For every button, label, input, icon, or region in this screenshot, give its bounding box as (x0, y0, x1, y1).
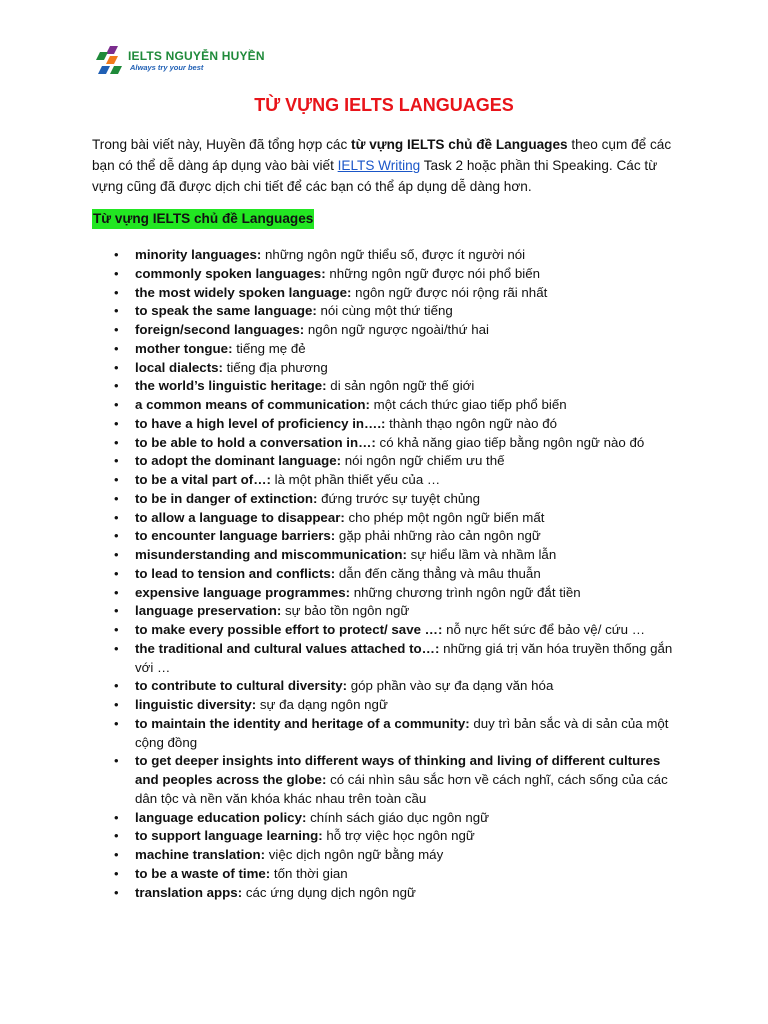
vocab-meaning: sự đa dạng ngôn ngữ (256, 697, 388, 712)
vocab-term: commonly spoken languages: (135, 265, 326, 281)
intro-bold-topic: từ vựng IELTS chủ đề Languages (351, 137, 568, 152)
intro-text-3: Task 2 hoặc phần thi Speaking. Các từ vựng cũng đã được dịch chi tiết để các bạn có thể áp dụng dễ dàng hơn. (92, 158, 658, 194)
section-heading: Từ vựng IELTS chủ đề Languages (92, 209, 314, 229)
vocab-term: language preservation: (135, 603, 282, 619)
vocab-item (92, 321, 682, 340)
vocab-meaning: hỗ trợ việc học ngôn ngữ (322, 828, 475, 844)
vocab-item (92, 284, 682, 303)
intro-text-1: Trong bài viết này, Huyền đã tổng hợp các (92, 137, 352, 152)
vocab-item (92, 809, 682, 828)
vocab-term: to encounter language barriers: (135, 528, 336, 544)
vocab-meaning: đứng trước sự tuyệt chủng (317, 490, 481, 506)
vocab-term: linguistic diversity: (135, 697, 257, 712)
vocab-item (92, 377, 682, 396)
vocab-meaning: chính sách giáo dục ngôn ngữ (306, 809, 490, 825)
vocab-meaning: gặp phải những rào cản ngôn ngữ (335, 528, 541, 544)
vocab-item (92, 265, 682, 284)
vocab-item (92, 565, 682, 584)
vocab-meaning: nói ngôn ngữ chiếm ưu thế (341, 453, 505, 469)
vocab-meaning: tốn thời gian (270, 865, 348, 881)
logo-text (128, 50, 265, 72)
vocab-item (92, 302, 682, 321)
intro-paragraph (92, 134, 682, 197)
vocab-meaning: là một phần thiết yếu của … (270, 472, 441, 487)
vocab-item (92, 246, 682, 265)
vocab-meaning: ngôn ngữ ngược ngoài/thứ hai (304, 322, 489, 337)
vocab-term: language education policy: (135, 809, 307, 825)
vocab-term: machine translation: (135, 847, 266, 862)
vocab-item (92, 827, 682, 846)
vocab-item (92, 434, 682, 453)
vocab-item (92, 396, 682, 415)
vocab-item (92, 546, 682, 565)
vocab-meaning: nói cùng một thứ tiếng (316, 303, 453, 319)
vocab-term: to get deeper insights into different ways of thinking and living of different cultures and peoples across the globe: (135, 753, 661, 787)
logo-tagline: Always try your best (130, 63, 204, 73)
vocab-term: to have a high level of proficiency in….: (135, 415, 386, 431)
logo-mark-icon (96, 44, 124, 78)
page-title: TỪ VỰNG IELTS LANGUAGES (254, 95, 514, 115)
vocab-meaning: dẫn đến căng thẳng và mâu thuẫn (335, 565, 541, 581)
brand-logo (96, 44, 265, 78)
vocab-item (92, 452, 682, 471)
vocab-item (92, 621, 682, 640)
vocab-item (92, 640, 682, 678)
vocab-term: to speak the same language: (135, 303, 317, 319)
vocab-term: to support language learning: (135, 828, 323, 844)
vocab-term: to be in danger of extinction: (135, 490, 318, 506)
vocab-meaning: những ngôn ngữ thiểu số, được ít người nói (261, 247, 526, 262)
vocab-term: to be a vital part of…: (135, 472, 271, 487)
vocab-item (92, 359, 682, 378)
intro-text-2: theo cụm để các bạn có thể dễ dàng áp dụng vào bài viết (92, 137, 672, 173)
vocab-item (92, 509, 682, 528)
vocab-term: mother tongue: (135, 340, 233, 356)
vocab-term: a common means of communication: (135, 397, 370, 412)
vocab-term: local dialects: (135, 359, 223, 375)
vocab-item (92, 602, 682, 621)
vocab-meaning: có khả năng giao tiếp bằng ngôn ngữ nào đó (375, 434, 645, 450)
vocab-item (92, 715, 682, 753)
vocab-meaning: nỗ nực hết sức để bảo vệ/ cứu … (442, 622, 646, 637)
vocab-meaning: tiếng địa phương (222, 359, 328, 375)
vocab-term: to make every possible effort to protect/ save …: (135, 622, 443, 637)
vocab-term: the traditional and cultural values attached to…: (135, 640, 440, 656)
vocab-item (92, 884, 682, 903)
vocab-item (92, 490, 682, 509)
vocab-meaning: những ngôn ngữ được nói phổ biến (325, 265, 540, 281)
vocab-meaning: ngôn ngữ được nói rộng rãi nhất (351, 284, 548, 300)
vocab-meaning: thành thạo ngôn ngữ nào đó (385, 415, 558, 431)
vocab-meaning: cho phép một ngôn ngữ biến mất (344, 509, 545, 525)
vocab-term: the most widely spoken language: (135, 284, 352, 300)
vocab-item (92, 752, 682, 808)
vocab-item (92, 846, 682, 865)
vocab-meaning: các ứng dụng dịch ngôn ngữ (242, 884, 416, 900)
vocab-meaning: một cách thức giao tiếp phổ biến (369, 397, 567, 412)
vocab-item (92, 471, 682, 490)
vocab-term: misunderstanding and miscommunication: (135, 547, 407, 562)
vocab-meaning: góp phần vào sự đa dạng văn hóa (347, 678, 554, 694)
vocab-item (92, 677, 682, 696)
vocab-term: to adopt the dominant language: (135, 453, 342, 469)
vocab-meaning: việc dịch ngôn ngữ bằng máy (265, 847, 444, 862)
vocab-item (92, 340, 682, 359)
vocab-item (92, 865, 682, 884)
vocab-term: expensive language programmes: (135, 584, 351, 600)
logo-name: IELTS NGUYỄN HUYỀN (128, 49, 265, 64)
vocab-term: to be a waste of time: (135, 865, 271, 881)
vocab-item (92, 415, 682, 434)
vocab-term: the world’s linguistic heritage: (135, 378, 327, 394)
vocab-term: to contribute to cultural diversity: (135, 678, 348, 694)
vocab-meaning: di sản ngôn ngữ thế giới (326, 378, 475, 394)
vocab-item (92, 527, 682, 546)
vocab-meaning: duy trì bản sắc và di sản của một cộng đồng (135, 715, 669, 750)
vocab-term: to lead to tension and conflicts: (135, 565, 336, 581)
vocab-list (92, 246, 682, 902)
vocab-meaning: những giá trị văn hóa truyền thống gắn với … (135, 640, 673, 675)
vocab-term: minority languages: (135, 247, 262, 262)
vocab-meaning: những chương trình ngôn ngữ đắt tiền (350, 584, 581, 600)
vocab-term: to allow a language to disappear: (135, 509, 345, 525)
vocab-term: to be able to hold a conversation in…: (135, 434, 376, 450)
ielts-writing-link[interactable]: IELTS Writing (337, 158, 421, 173)
vocab-term: foreign/second languages: (135, 322, 305, 337)
vocab-term: translation apps: (135, 884, 243, 900)
vocab-term: to maintain the identity and heritage of a community: (135, 715, 470, 731)
vocab-item (92, 696, 682, 715)
vocab-meaning: sự bảo tồn ngôn ngữ (281, 603, 410, 619)
vocab-meaning: tiếng mẹ đẻ (232, 340, 306, 356)
vocab-meaning: có cái nhìn sâu sắc hơn về cách nghĩ, cách sống của các dân tộc và nền văn khóa khác nhau trên toàn cầu (135, 772, 668, 806)
vocab-meaning: sự hiểu lầm và nhầm lẫn (406, 547, 557, 562)
vocab-item (92, 584, 682, 603)
